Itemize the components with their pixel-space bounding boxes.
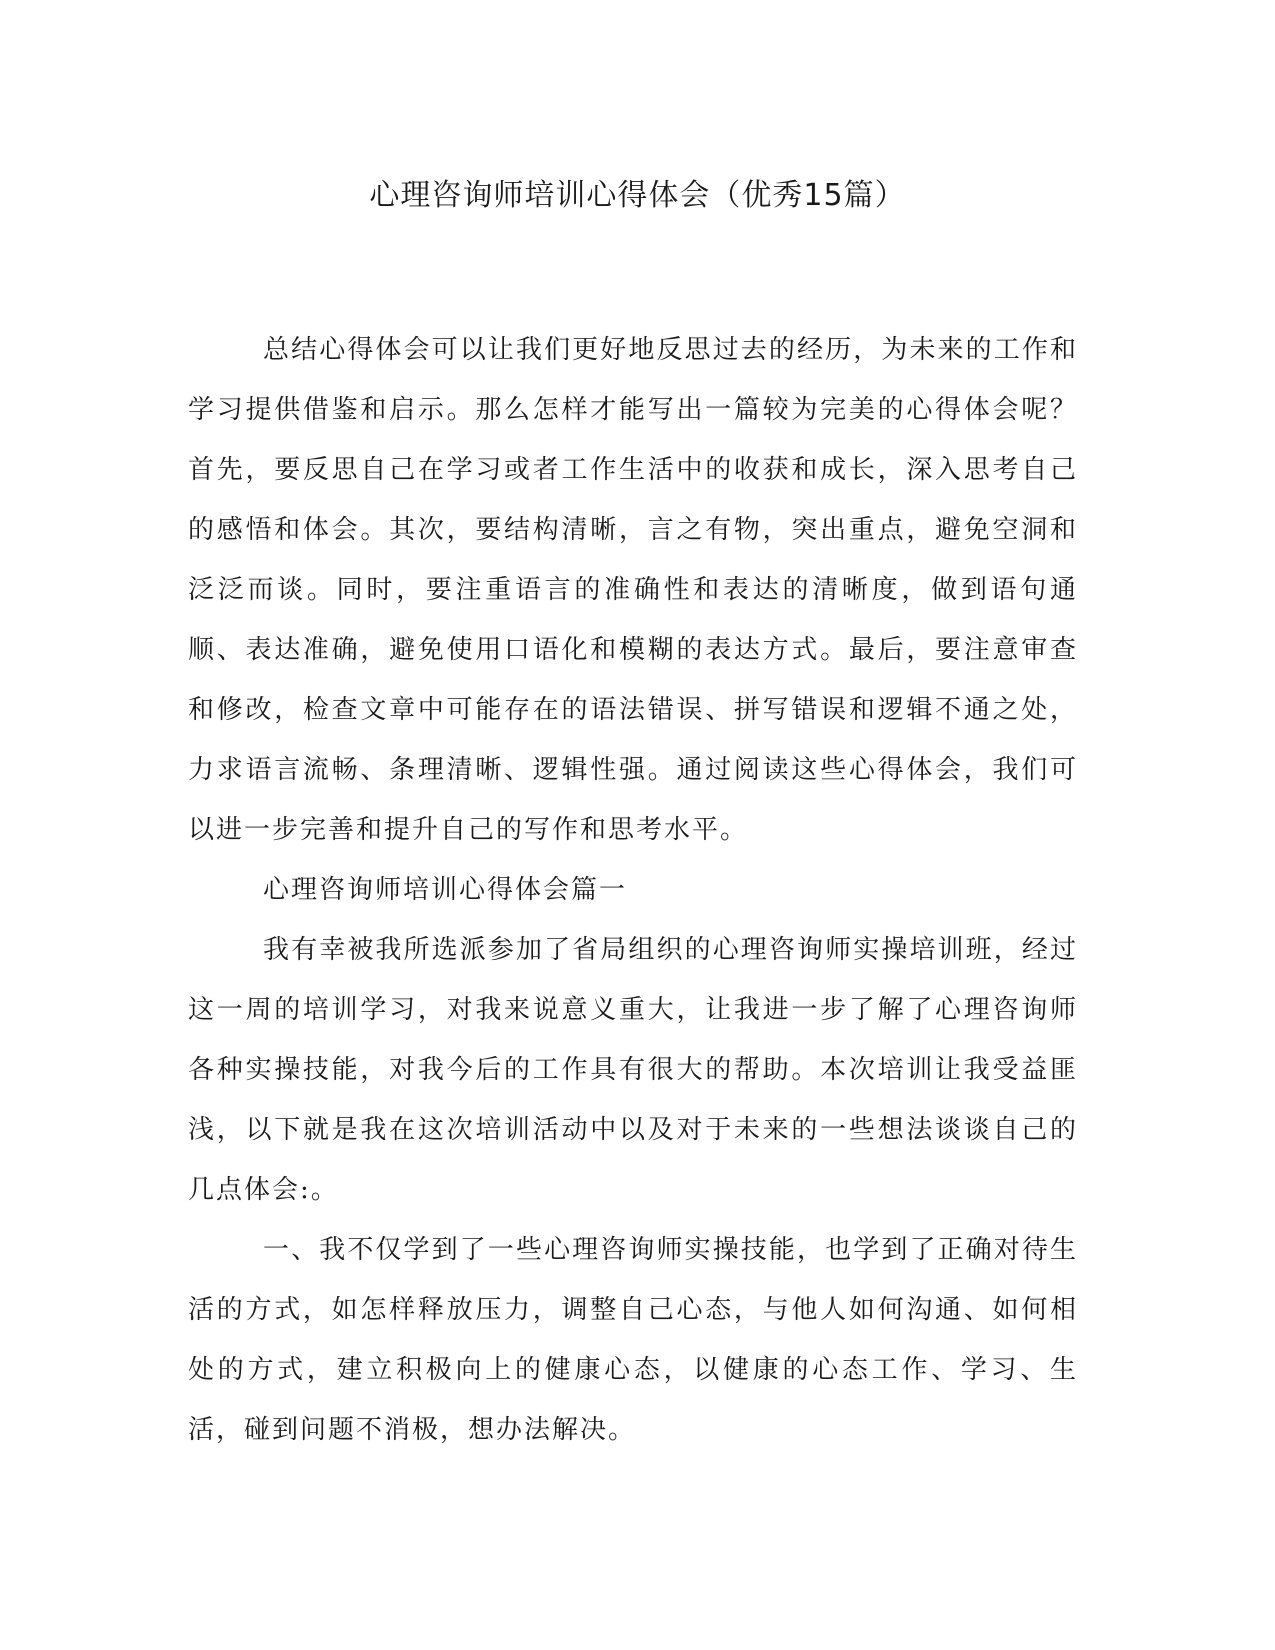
section-heading: 心理咨询师培训心得体会篇一 xyxy=(263,875,628,905)
document-body xyxy=(188,320,1078,1460)
body-paragraph: 一、我不仅学到了一些心理咨询师实操技能，也学到了正确对待生活的方式，如怎样释放压力，调整自己心态，与他人如何沟通、如何相处的方式，建立积极向上的健康心态，以健康的心态工作、学习、生活，碰到问题不消极，想办法解决。 xyxy=(188,1235,1078,1445)
intro-paragraph: 总结心得体会可以让我们更好地反思过去的经历，为未来的工作和学习提供借鉴和启示。那么怎样才能写出一篇较为完美的心得体会呢？首先，要反思自己在学习或者工作生活中的收获和成长，深入思考自己的感悟和体会。其次，要结构清晰，言之有物，突出重点，避免空洞和泛泛而谈。同时，要注重语言的准确性和表达的清晰度，做到语句通顺、表达准确，避免使用口语化和模糊的表达方式。最后，要注意审查和修改，检查文章中可能存在的语法错误、拼写错误和逻辑不通之处，力求语言流畅、条理清晰、逻辑性强。通过阅读这些心得体会，我们可以进一步完善和提升自己的写作和思考水平。 xyxy=(188,335,1078,845)
document-title: 心理咨询师培训心得体会（优秀15篇） xyxy=(369,178,906,213)
body-paragraph: 我有幸被我所选派参加了省局组织的心理咨询师实操培训班，经过这一周的培训学习，对我来说意义重大，让我进一步了解了心理咨询师各种实操技能，对我今后的工作具有很大的帮助。本次培训让我受益匪浅，以下就是我在这次培训活动中以及对于未来的一些想法谈谈自己的几点体会:。 xyxy=(188,935,1078,1205)
